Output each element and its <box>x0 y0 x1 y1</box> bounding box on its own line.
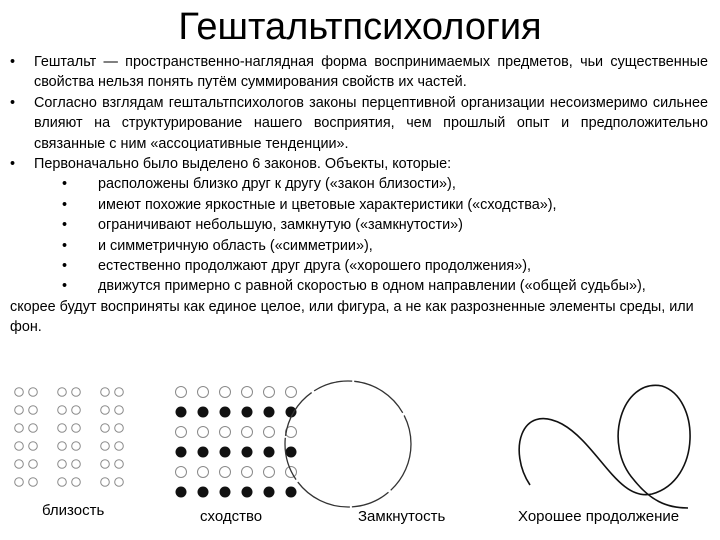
laws-list <box>72 174 708 296</box>
proximity-dot <box>115 388 124 397</box>
similarity-dot <box>242 467 253 478</box>
similarity-dot <box>264 467 275 478</box>
similarity-dot <box>176 427 187 438</box>
continuation-curve <box>519 385 690 508</box>
proximity-dot <box>72 460 81 469</box>
caption-proximity: близость <box>42 502 105 519</box>
proximity-dot <box>29 478 38 487</box>
similarity-dot <box>176 467 187 478</box>
closure-circle <box>285 381 411 507</box>
proximity-dot <box>58 424 67 433</box>
proximity-dot <box>115 460 124 469</box>
similarity-dot <box>198 407 209 418</box>
similarity-dot <box>176 487 187 498</box>
conclusion-text: скорее будут восприняты как единое целое, или фигура, а не как разрозненные элементы среды, или фон. <box>10 298 694 336</box>
similarity-dot <box>198 427 209 438</box>
proximity-dot <box>29 406 38 415</box>
proximity-dot <box>29 442 38 451</box>
proximity-dot <box>15 478 24 487</box>
proximity-dot <box>101 442 110 451</box>
similarity-dot <box>242 447 253 458</box>
law-common-fate: • движутся примерно с равной скоростью в одном направлении («общей судьбы»), <box>72 276 708 296</box>
similarity-dot <box>220 487 231 498</box>
proximity-dot <box>58 460 67 469</box>
similarity-dot <box>176 387 187 398</box>
proximity-dot <box>115 406 124 415</box>
slide-body <box>10 52 708 338</box>
similarity-dot <box>286 487 297 498</box>
proximity-dot <box>115 442 124 451</box>
caption-closure: Замкнутость <box>358 508 446 525</box>
bullet-definition: • Гештальт — пространственно-наглядная форма воспринимаемых предметов, чьи существенные свойства нельзя понять путём суммирования свойств их частей. <box>10 52 708 93</box>
similarity-dot <box>242 487 253 498</box>
proximity-dot <box>72 442 81 451</box>
proximity-dots-figure <box>15 388 124 487</box>
similarity-dot <box>242 427 253 438</box>
illustrations <box>0 380 720 540</box>
similarity-dots-figure <box>176 387 297 498</box>
law-symmetry: • и симметричную область («симметрии»), <box>72 236 708 256</box>
proximity-dot <box>58 406 67 415</box>
proximity-dot <box>72 424 81 433</box>
bullet-six-laws: • Первоначально было выделено 6 законов. Объекты, которые: <box>10 154 708 174</box>
proximity-dot <box>15 424 24 433</box>
proximity-dot <box>115 424 124 433</box>
proximity-dot <box>101 388 110 397</box>
similarity-dot <box>242 387 253 398</box>
page-title: Гештальтпсихология <box>178 6 542 48</box>
similarity-dot <box>264 487 275 498</box>
proximity-dot <box>101 424 110 433</box>
proximity-dot <box>115 478 124 487</box>
similarity-dot <box>220 407 231 418</box>
caption-continuation: Хорошее продолжение <box>518 508 680 525</box>
proximity-dot <box>15 442 24 451</box>
proximity-dot <box>101 406 110 415</box>
similarity-dot <box>286 447 297 458</box>
law-good-continuation: • естественно продолжают друг друга («хорошего продолжения»), <box>72 256 708 276</box>
similarity-dot <box>264 387 275 398</box>
similarity-dot <box>264 427 275 438</box>
law-proximity: • расположены близко друг к другу («закон близости»), <box>72 174 708 194</box>
proximity-dot <box>72 478 81 487</box>
similarity-dot <box>198 467 209 478</box>
bullet-perceptual-laws: • Согласно взглядам гештальтпсихологов законы перцептивной организации несоизмеримо сильнее влияют на структурирование нашего восприятия, чем прошлый опыт и предположительно связанные с ним «ассоциативные тенденции». <box>10 93 708 154</box>
similarity-dot <box>176 447 187 458</box>
law-closure: • ограничивают небольшую, замкнутую («замкнутости») <box>72 215 708 235</box>
proximity-dot <box>29 424 38 433</box>
similarity-dot <box>220 427 231 438</box>
proximity-dot <box>58 388 67 397</box>
similarity-dot <box>264 447 275 458</box>
proximity-dot <box>58 478 67 487</box>
proximity-dot <box>101 460 110 469</box>
law-similarity: • имеют похожие яркостные и цветовые характеристики («сходства»), <box>72 195 708 215</box>
proximity-dot <box>29 388 38 397</box>
proximity-dot <box>15 406 24 415</box>
similarity-dot <box>198 387 209 398</box>
similarity-dot <box>198 487 209 498</box>
proximity-dot <box>72 406 81 415</box>
proximity-dot <box>101 478 110 487</box>
proximity-dot <box>15 460 24 469</box>
proximity-dot <box>29 460 38 469</box>
similarity-dot <box>220 447 231 458</box>
similarity-dot <box>220 387 231 398</box>
similarity-dot <box>220 467 231 478</box>
proximity-dot <box>15 388 24 397</box>
proximity-dot <box>72 388 81 397</box>
similarity-dot <box>264 407 275 418</box>
similarity-dot <box>242 407 253 418</box>
similarity-dot <box>286 387 297 398</box>
similarity-dot <box>198 447 209 458</box>
proximity-dot <box>58 442 67 451</box>
similarity-dot <box>176 407 187 418</box>
caption-similarity: сходство <box>200 508 263 525</box>
